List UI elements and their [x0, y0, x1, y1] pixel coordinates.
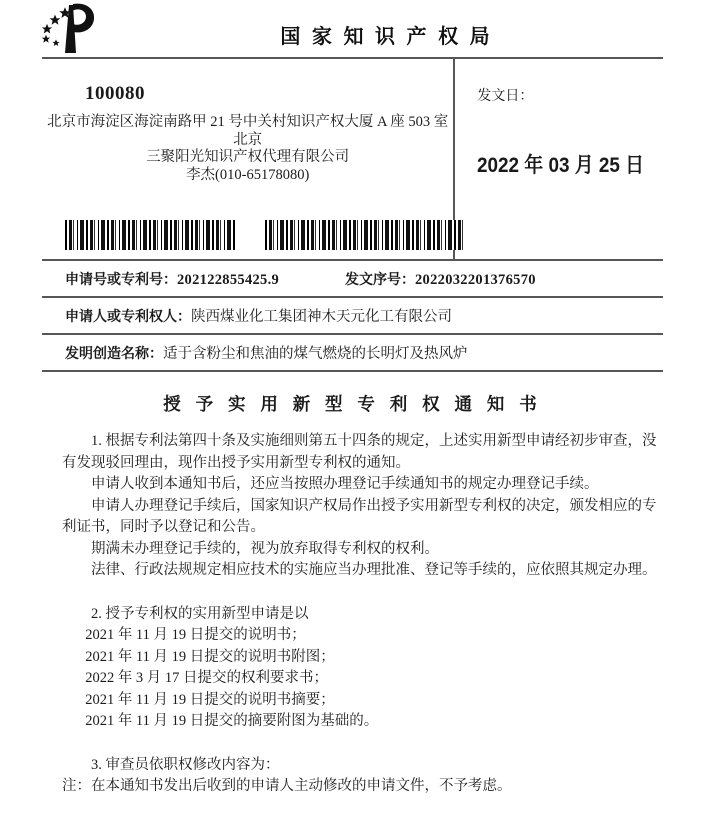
filing-basis-item: 2021 年 11 月 19 日提交的说明书附图； [85, 648, 335, 665]
applicant-label: 申请人或专利权人： [65, 307, 191, 324]
notice-paragraph: 期满未办理登记手续的，视为放弃取得专利权的权利。 [91, 540, 439, 557]
notice-paragraph: 申请人办理登记手续后，国家知识产权局作出授予实用新型专利权的决定，颁发相应的专利证书，同时予以登记和公告。 [62, 497, 657, 535]
addressee-address-line1: 北京市海淀区海淀南路甲 21 号中关村知识产权大厦 A 座 503 室 北京 [47, 114, 449, 148]
dispatch-date-value: 2022 年 03 月 25 日 [477, 154, 645, 177]
filing-basis-item: 2021 年 11 月 19 日提交的摘要附图为基础的。 [85, 713, 379, 729]
addressee-block [42, 59, 453, 259]
section2-heading: 2. 授予专利权的实用新型申请是以 [91, 605, 309, 622]
application-number-row [42, 261, 663, 298]
barcode-right-icon [265, 220, 465, 250]
filing-basis-item: 2021 年 11 月 19 日提交的说明书； [85, 627, 306, 643]
invention-title-label: 发明创造名称： [65, 344, 163, 361]
document-frame [42, 57, 663, 798]
filing-basis-item: 2022 年 3 月 17 日提交的权利要求书； [85, 670, 329, 686]
invention-title-value: 适于含粉尘和焦油的煤气燃烧的长明灯及热风炉 [163, 346, 468, 362]
dispatch-number-value: 2022032201376570 [415, 271, 536, 288]
dispatch-date-block [453, 59, 663, 259]
barcode-left-icon [65, 220, 235, 250]
addressee-contact: 李杰(010-65178080) [186, 166, 310, 183]
invention-title-row [42, 335, 663, 372]
application-number-label: 申请号或专利号： [65, 270, 177, 287]
cnipa-logo-icon [36, 1, 102, 57]
application-number-value: 202122855425.9 [177, 271, 280, 288]
addressee-address-line2: 三聚阳光知识产权代理有限公司 [146, 149, 350, 165]
section3-note: 注：在本通知书发出后收到的申请人主动修改的申请文件，不予考虑。 [62, 778, 512, 794]
notice-paragraph: 申请人收到本通知书后，还应当按照办理登记手续通知书的规定办理登记手续。 [91, 476, 599, 492]
postal-code: 100080 [85, 83, 145, 104]
notice-title: 授 予 实 用 新 型 专 利 权 通 知 书 [163, 394, 542, 414]
addressee-section [42, 57, 663, 261]
filing-basis-item: 2021 年 11 月 19 日提交的说明书摘要； [85, 691, 335, 708]
dispatch-date-label: 发文日： [477, 89, 534, 104]
notice-body [42, 416, 663, 798]
section3-heading: 3. 审查员依职权修改内容为： [91, 756, 280, 773]
dispatch-number-label: 发文序号： [345, 270, 415, 287]
notice-paragraph: 法律、行政法规规定相应技术的实施应当办理批准、登记等手续的，应依照其规定办理。 [91, 562, 657, 578]
applicant-value: 陕西煤业化工集团神木天元化工有限公司 [191, 309, 452, 325]
notice-paragraph: 1. 根据专利法第四十条及实施细则第五十四条的规定，上述实用新型申请经初步审查，没有发现驳回理由，现作出授予实用新型专利权的通知。 [62, 433, 657, 471]
barcode-row [65, 220, 465, 250]
applicant-row [42, 298, 663, 335]
agency-name-title: 国 家 知 识 产 权 局 [280, 26, 493, 48]
